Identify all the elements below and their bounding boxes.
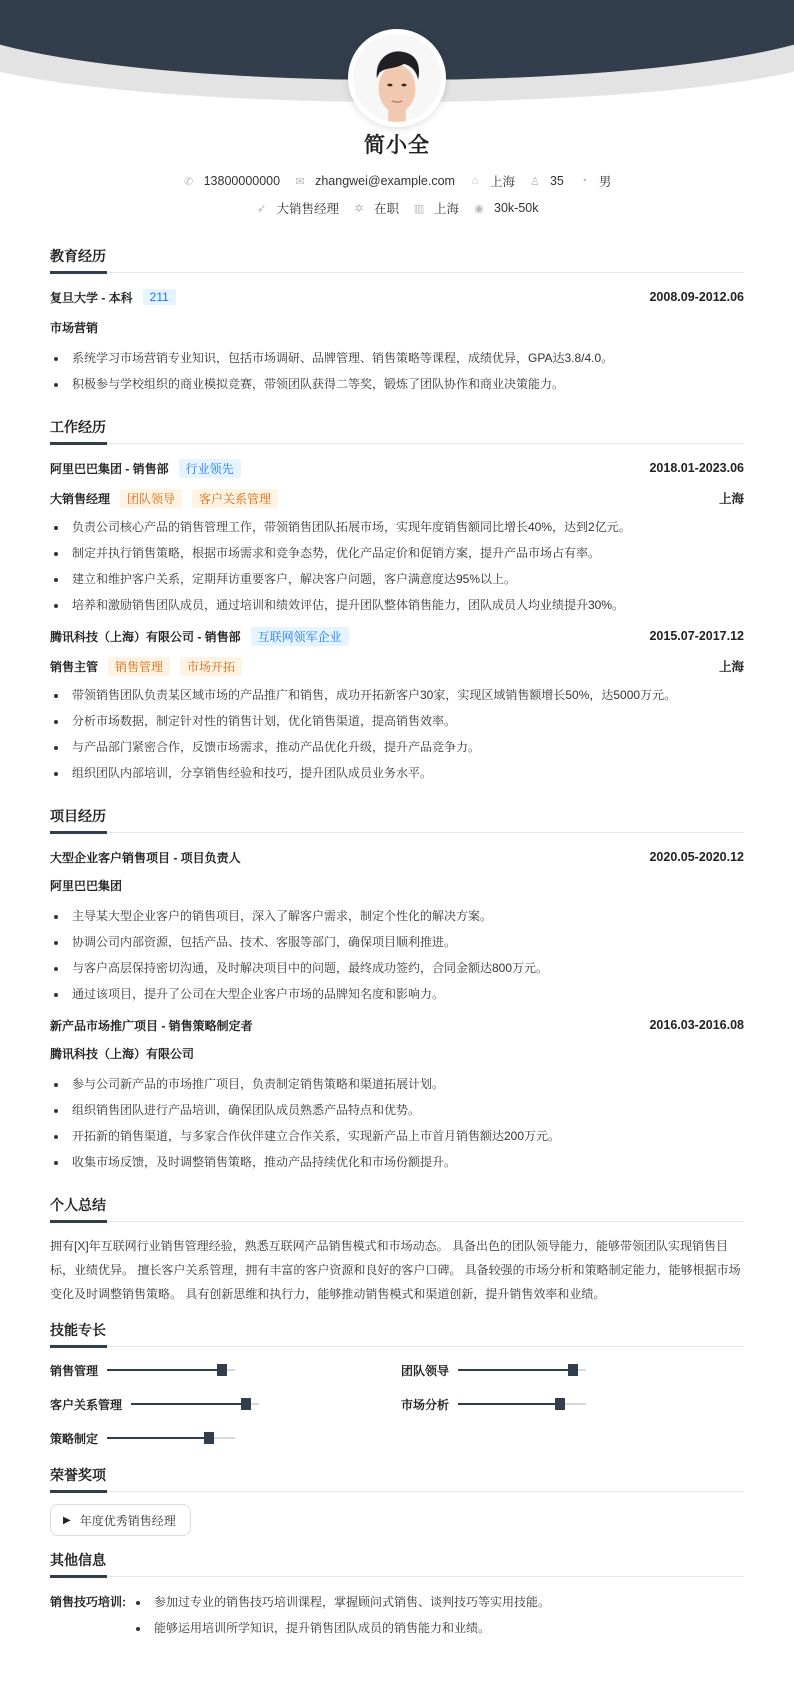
avatar-photo [353,34,441,122]
intent-row [0,199,794,217]
work-date: 2015.07-2017.12 [649,629,744,643]
contact-email [294,174,455,188]
list-item: 通过该项目，提升了公司在大型企业客户市场的品牌知名度和影响力。 [50,981,744,1007]
company-name: 腾讯科技（上海）有限公司 - 销售部 [50,629,241,644]
phone-icon: ✆ [184,175,194,188]
gender-icon: ◔ [580,175,588,187]
company-tag: 行业领先 [179,459,241,478]
list-item: 制定并执行销售策略，根据市场需求和竞争态势，优化产品定价和促销方案，提升产品市场占有率。 [50,540,744,566]
home-icon: ⌂ [471,175,479,187]
building-icon: ▥ [413,202,425,215]
skill-name: 团队领导 [401,1363,450,1378]
gender-value: 男 [598,175,612,189]
project-bullets [50,1071,744,1175]
skill-handle [217,1364,227,1376]
section-title: 个人总结 [50,1195,744,1222]
company-tag: 互联网领军企业 [251,627,349,646]
skill-bar [107,1369,235,1371]
skill-handle [204,1432,214,1444]
contact-gender [578,172,612,190]
list-item: 系统学习市场营销专业知识，包括市场调研、品牌管理、销售策略等课程，成绩优异，GPA达3.8/4.0。 [50,345,744,371]
section-projects [50,806,744,1175]
skill-name: 销售管理 [50,1363,99,1378]
role-tag: 团队领导 [120,489,182,508]
work-location: 上海 [718,492,744,506]
education-bullets [50,345,744,397]
list-item: 组织销售团队进行产品培训，确保团队成员熟悉产品特点和优势。 [50,1097,744,1123]
skill-item [50,1393,401,1415]
other-bullets [132,1589,550,1641]
other-label: 销售技巧培训: [50,1595,126,1609]
status-value: 在职 [374,202,400,216]
education-date: 2008.09-2012.06 [649,290,744,304]
age-icon: ♙ [530,175,540,188]
education-header [50,285,744,309]
school-name: 复旦大学 - 本科 [50,290,133,305]
skill-item [401,1393,744,1415]
contact-phone [183,174,280,188]
section-title: 教育经历 [50,246,744,273]
section-work [50,417,744,786]
work-location: 上海 [718,660,744,674]
list-item: 协调公司内部资源，包括产品、技术、客服等部门，确保项目顺利推进。 [50,929,744,955]
award-label: 年度优秀销售经理 [79,1513,176,1528]
list-item: 收集市场反馈，及时调整销售策略，推动产品持续优化和市场份额提升。 [50,1149,744,1175]
skill-item [401,1359,744,1381]
skill-handle [568,1364,578,1376]
work-date: 2018.01-2023.06 [649,461,744,475]
section-awards [50,1465,744,1550]
skill-item [50,1427,401,1449]
list-item: 主导某大型企业客户的销售项目，深入了解客户需求，制定个性化的解决方案。 [50,903,744,929]
work-role-row [50,486,744,510]
candidate-name: 简小全 [364,134,430,157]
position-value: 大销售经理 [276,202,339,216]
work-bullets [50,682,744,786]
list-item: 分析市场数据，制定针对性的销售计划，优化销售渠道，提高销售效率。 [50,708,744,734]
section-title: 工作经历 [50,417,744,444]
work-header [50,456,744,480]
section-title: 荣誉奖项 [50,1465,744,1492]
role-tag: 市场开拓 [180,657,242,676]
role-tag: 客户关系管理 [192,489,278,508]
email-value: zhangwei@example.com [315,174,455,188]
company-name: 阿里巴巴集团 - 销售部 [50,461,169,476]
resume-body [50,246,744,1641]
project-org: 腾讯科技（上海）有限公司 [50,1047,195,1061]
project-header [50,845,744,869]
section-summary [50,1195,744,1306]
skills-grid [50,1359,744,1449]
list-item: 开拓新的销售渠道，与多家合作伙伴建立合作关系，实现新产品上市首月销售额达200万元。 [50,1123,744,1149]
skill-handle [241,1398,251,1410]
intent-city [413,199,459,217]
role-tag: 销售管理 [108,657,170,676]
section-title: 项目经历 [50,806,744,833]
age-value: 35 [549,174,564,188]
work-header [50,624,744,648]
award-item [50,1504,191,1536]
skill-name: 客户关系管理 [50,1397,123,1412]
intent-city-value: 上海 [434,202,460,216]
contact-row [0,172,794,190]
send-icon: ➶ [256,202,267,215]
list-item: 带领销售团队负责某区域市场的产品推广和销售，成功开拓新客户30家，实现区域销售额增长50%，达5000万元。 [50,682,744,708]
project-name: 新产品市场推广项目 - 销售策略制定者 [50,1018,253,1033]
skill-handle [555,1398,565,1410]
work-bullets [50,514,744,618]
salary-icon: ◉ [474,202,484,215]
contact-city [469,172,515,190]
section-other [50,1550,744,1641]
city-value: 上海 [489,175,515,189]
project-date: 2020.05-2020.12 [649,850,744,864]
contact-age [529,174,564,188]
phone-value: 13800000000 [203,174,281,188]
list-item: 建立和维护客户关系，定期拜访重要客户，解决客户问题，客户满意度达95%以上。 [50,566,744,592]
role-title: 销售主管 [50,659,99,674]
skill-bar [107,1437,235,1439]
major: 市场营销 [50,321,99,335]
skill-bar [458,1403,586,1405]
section-education [50,246,744,397]
summary-text: 拥有[X]年互联网行业销售管理经验，熟悉互联网产品销售模式和市场动态。 具备出色的团队领导能力，能够带领团队实现销售目标，业绩优异。 擅长客户关系管理，拥有丰富的客户资源和良好的客户口碑。 具备较强的市场分析和策略制定能力，能够根据市场变化及时调整销售策略。 具有创新思维和执行力，能够推动销售模式和渠道创新，提升销售效率和业绩。 [50,1239,741,1301]
list-item: 组织团队内部培训，分享销售经验和技巧，提升团队成员业务水平。 [50,760,744,786]
school-tag: 211 [143,289,176,305]
list-item: 培养和激励销售团队成员，通过培训和绩效评估，提升团队整体销售能力，团队成员人均业绩提升30%。 [50,592,744,618]
section-title: 其他信息 [50,1550,744,1577]
role-title: 大销售经理 [50,491,111,506]
skill-name: 策略制定 [50,1431,99,1446]
triangle-right-icon: ▶ [63,1514,71,1526]
project-name: 大型企业客户销售项目 - 项目负责人 [50,850,241,865]
work-role-row [50,654,744,678]
list-item: 与产品部门紧密合作，反馈市场需求，推动产品优化升级，提升产品竞争力。 [50,734,744,760]
other-item [50,1589,744,1641]
project-org: 阿里巴巴集团 [50,879,123,893]
list-item: 能够运用培训所学知识，提升销售团队成员的销售能力和业绩。 [132,1615,550,1641]
intent-position [255,199,339,217]
skill-item [50,1359,401,1381]
list-item: 负责公司核心产品的销售管理工作，带领销售团队拓展市场，实现年度销售额同比增长40%，达到2亿元。 [50,514,744,540]
list-item: 积极参与学校组织的商业模拟竞赛，带领团队获得二等奖，锻炼了团队协作和商业决策能力。 [50,371,744,397]
list-item: 参加过专业的销售技巧培训课程，掌握顾问式销售、谈判技巧等实用技能。 [132,1589,550,1615]
section-title: 技能专长 [50,1320,744,1347]
intent-status [353,199,399,217]
project-date: 2016.03-2016.08 [649,1018,744,1032]
list-item: 参与公司新产品的市场推广项目，负责制定销售策略和渠道拓展计划。 [50,1071,744,1097]
avatar [348,29,446,127]
intent-salary [473,201,538,215]
project-header [50,1013,744,1037]
status-icon: ✲ [354,202,364,215]
skill-name: 市场分析 [401,1397,450,1412]
skill-bar [131,1403,259,1405]
salary-value: 30k-50k [494,201,539,215]
project-bullets [50,903,744,1007]
skill-bar [458,1369,586,1371]
mail-icon: ✉ [295,175,305,188]
list-item: 与客户高层保持密切沟通，及时解决项目中的问题，最终成功签约，合同金额达800万元。 [50,955,744,981]
section-skills [50,1320,744,1449]
